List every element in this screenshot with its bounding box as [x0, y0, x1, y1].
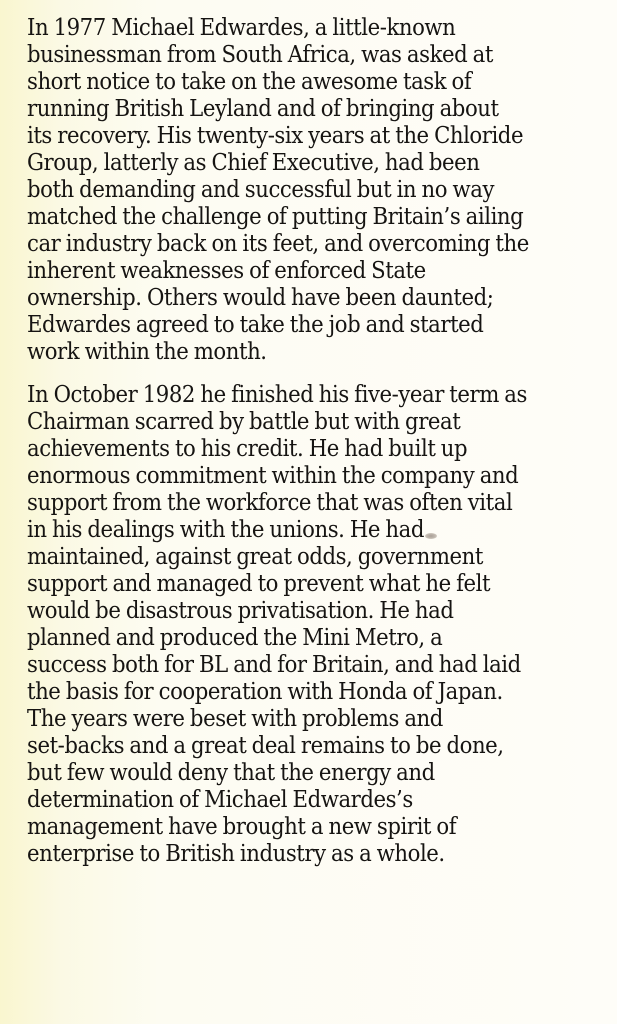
text-line: determination of Michael Edwardes’s — [27, 785, 413, 813]
text-line: matched the challenge of putting Britain’s ailing — [27, 202, 524, 230]
text-line: maintained, against great odds, government — [27, 542, 483, 570]
text-line: support and managed to prevent what he felt — [27, 569, 491, 597]
text-line: in his dealings with the unions. He had — [27, 515, 425, 543]
text-line: In 1977 Michael Edwardes, a little-known — [27, 13, 456, 41]
text-line: set-backs and a great deal remains to be done, — [27, 731, 504, 759]
text-line: enormous commitment within the company and — [27, 461, 519, 489]
text-line: car industry back on its feet, and overcoming the — [27, 229, 529, 257]
text-line: the basis for cooperation with Honda of Japan. — [27, 677, 503, 705]
text-line: but few would deny that the energy and — [27, 758, 435, 786]
ink-smudge — [425, 533, 437, 539]
text-line: The years were beset with problems and — [27, 704, 443, 732]
text-line: running British Leyland and of bringing about — [27, 94, 499, 122]
text-line: short notice to take on the awesome task of — [27, 67, 472, 95]
paragraph-2 — [27, 381, 612, 867]
text-line: inherent weaknesses of enforced State — [27, 256, 426, 284]
text-line: Edwardes agreed to take the job and started — [27, 310, 484, 338]
text-line: work within the month. — [27, 337, 267, 365]
text-line: In October 1982 he finished his five-year term as — [27, 380, 527, 408]
paragraph-1 — [27, 14, 612, 365]
text-line: both demanding and successful but in no way — [27, 175, 495, 203]
text-line: businessman from South Africa, was asked at — [27, 40, 493, 68]
text-line: achievements to his credit. He had built up — [27, 434, 468, 462]
text-line: enterprise to British industry as a whole. — [27, 839, 445, 867]
text-line: ownership. Others would have been daunted; — [27, 283, 494, 311]
text-line: would be disastrous privatisation. He had — [27, 596, 454, 624]
text-line: its recovery. His twenty-six years at the Chloride — [27, 121, 524, 149]
text-line: support from the workforce that was often vital — [27, 488, 513, 516]
text-line: management have brought a new spirit of — [27, 812, 457, 840]
text-line: success both for BL and for Britain, and had laid — [27, 650, 521, 678]
text-line: Group, latterly as Chief Executive, had been — [27, 148, 480, 176]
text-line: Chairman scarred by battle but with great — [27, 407, 461, 435]
book-blurb — [27, 14, 612, 867]
text-line: planned and produced the Mini Metro, a — [27, 623, 443, 651]
